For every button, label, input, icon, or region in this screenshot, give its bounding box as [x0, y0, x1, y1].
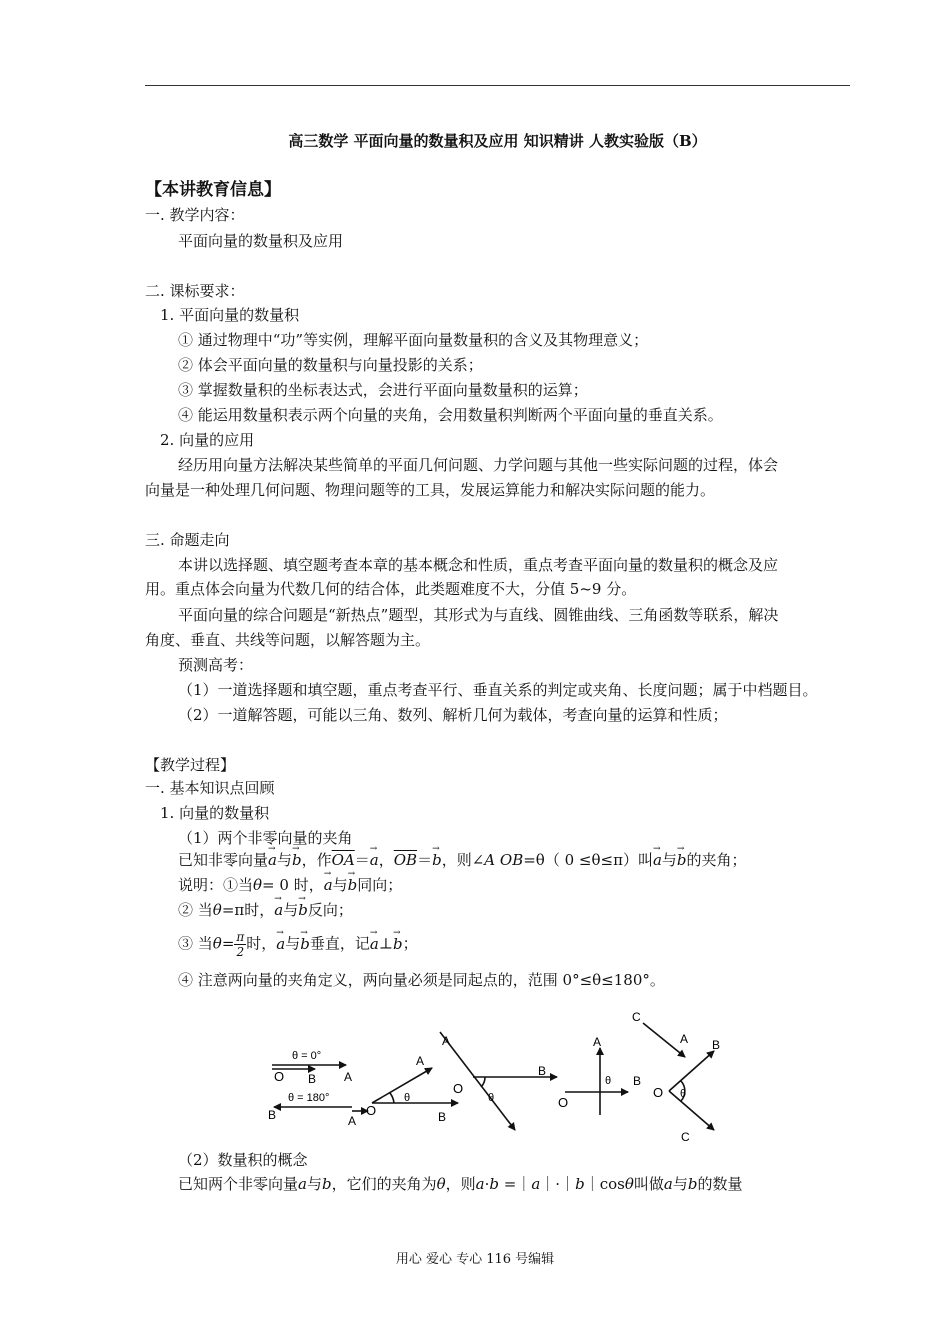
angle-diagram: [260, 1005, 740, 1155]
page-title: 高三数学 平面向量的数量积及应用 知识精讲 人教实验版（B）: [288, 132, 707, 150]
section-1-body: 平面向量的数量积及应用: [178, 232, 344, 250]
paragraph-line: 向量是一种处理几何问题、物理问题等的工具，发展运算能力和解决实际问题的能力。: [145, 481, 716, 499]
requirement-bullet: ② 体会平面向量的数量积与向量投影的关系；: [178, 356, 483, 374]
paragraph-line: 经历用向量方法解决某些简单的平面几何问题、力学问题与其他一些实际问题的过程，体会: [178, 456, 779, 474]
svg-text:O: O: [453, 1081, 464, 1096]
requirement-bullet: ③ 掌握数量积的坐标表达式，会进行平面向量数量积的运算；: [178, 381, 588, 399]
requirement-bullet: ① 通过物理中“功”等实例，理解平面向量数量积的含义及其物理意义；: [178, 331, 649, 349]
paragraph-line: 预测高考：: [178, 656, 254, 674]
svg-text:A: A: [593, 1035, 602, 1049]
svg-text:A: A: [344, 1070, 353, 1084]
note-1: 说明：①当θ= 0 时，→ a与→ b同向；: [178, 875, 402, 895]
vector-OA: $\overline{OA}$: [331, 851, 355, 869]
svg-text:O: O: [366, 1103, 377, 1118]
svg-text:A: A: [442, 1034, 451, 1048]
note-3: ③ 当θ= $\frac{\pi}{2}$ 时，→ a与→ b垂直，记→ a⊥→ b；: [178, 930, 418, 959]
info-heading: 【本讲教育信息】: [145, 180, 281, 200]
dot-product-definition: 已知两个非零向量a与b，它们的夹角为θ，则a·b =｜a｜·｜b｜cosθ叫做a与b的数量: [178, 1175, 743, 1193]
svg-text:O: O: [558, 1095, 569, 1110]
vector-b: → b: [292, 850, 302, 870]
svg-text:θ: θ: [488, 1092, 495, 1104]
subsection-heading: 1. 向量的数量积: [160, 804, 270, 822]
note-2: ② 当θ=π时，→ a与→ b反向；: [178, 900, 353, 920]
paragraph-line: （2）一道解答题，可能以三角、数列、解析几何为载体，考查向量的运算和性质；: [178, 706, 728, 724]
svg-text:θ: θ: [605, 1075, 612, 1087]
figure-opposite-direction: [274, 1107, 368, 1111]
svg-text:C: C: [681, 1130, 690, 1144]
svg-text:B: B: [438, 1110, 447, 1124]
figure-translated-vectors: [643, 1023, 714, 1130]
subsection-heading: （2）数量积的概念: [178, 1151, 308, 1169]
figure-acute-angle: [372, 1068, 458, 1103]
page-footer: 用心 爱心 专心 116 号编辑: [395, 1252, 555, 1267]
vector-a: → a: [653, 850, 662, 870]
requirement-bullet: ④ 能运用数量积表示两个向量的夹角，会用数量积判断两个平面向量的垂直关系。: [178, 406, 723, 424]
paragraph-line: 本讲以选择题、填空题考查本章的基本概念和性质，重点考查平面向量的数量积的概念及应: [178, 556, 779, 574]
paragraph-line: 用。重点体会向量为代数几何的结合体，此类题难度不大，分值 5~9 分。: [145, 580, 637, 598]
paragraph-line: 角度、垂直、共线等问题，以解答题为主。: [145, 631, 431, 649]
svg-text:A: A: [348, 1114, 357, 1128]
label-theta-0: θ = 0°: [292, 1050, 322, 1062]
svg-text:B: B: [712, 1038, 721, 1052]
figure-right-angle: [565, 1048, 628, 1115]
svg-text:B: B: [633, 1074, 642, 1088]
svg-text:O: O: [653, 1085, 664, 1100]
svg-text:A: A: [416, 1054, 425, 1068]
svg-text:θ: θ: [680, 1088, 687, 1100]
fraction-pi-over-2: $\frac{\pi}{2}$: [236, 930, 245, 959]
subsection-heading: 一. 基本知识点回顾: [145, 779, 275, 797]
section-2-heading: 二. 课标要求：: [145, 282, 245, 300]
label-theta-180: θ = 180°: [288, 1092, 330, 1104]
svg-text:B: B: [538, 1064, 547, 1078]
section-3-heading: 三. 命题走向: [145, 531, 230, 549]
svg-text:A: A: [680, 1032, 689, 1046]
svg-text:B: B: [308, 1072, 317, 1086]
vector-a: → a: [370, 850, 379, 870]
angle-definition: 已知非零向量→ a与→ b，作$\overline{OA}=\to a$，$\overline{OB}=\to b$，则∠A OB=θ（ 0 ≤θ≤π）叫→ a与→ b的夹角；: [178, 850, 747, 870]
vector-b: → b: [432, 850, 442, 870]
section-2-item-2: 2. 向量的应用: [160, 431, 255, 449]
paragraph-line: （1）一道选择题和填空题，重点考查平行、垂直关系的判定或夹角、长度问题；属于中档题目。: [178, 681, 818, 699]
process-heading: 【教学过程】: [145, 756, 236, 774]
svg-text:O: O: [274, 1069, 285, 1084]
svg-text:C: C: [632, 1010, 641, 1024]
section-2-item-1: 1. 平面向量的数量积: [160, 306, 300, 324]
paragraph-line: 平面向量的综合问题是“新热点”题型，其形式为与直线、圆锥曲线、三角函数等联系，解决: [178, 606, 779, 624]
vector-b: → b: [677, 850, 687, 870]
section-1-heading: 一. 教学内容：: [145, 206, 245, 224]
svg-text:θ: θ: [404, 1092, 411, 1104]
header-rule: [145, 85, 850, 86]
svg-text:B: B: [268, 1108, 277, 1122]
subsection-heading: （1）两个非零向量的夹角: [178, 829, 353, 847]
vector-OB: $\overline{OB}$: [393, 851, 418, 869]
vector-a: → a: [268, 850, 277, 870]
note-4: ④ 注意两向量的夹角定义，两向量必须是同起点的，范围 0°≤θ≤180°。: [178, 971, 665, 989]
